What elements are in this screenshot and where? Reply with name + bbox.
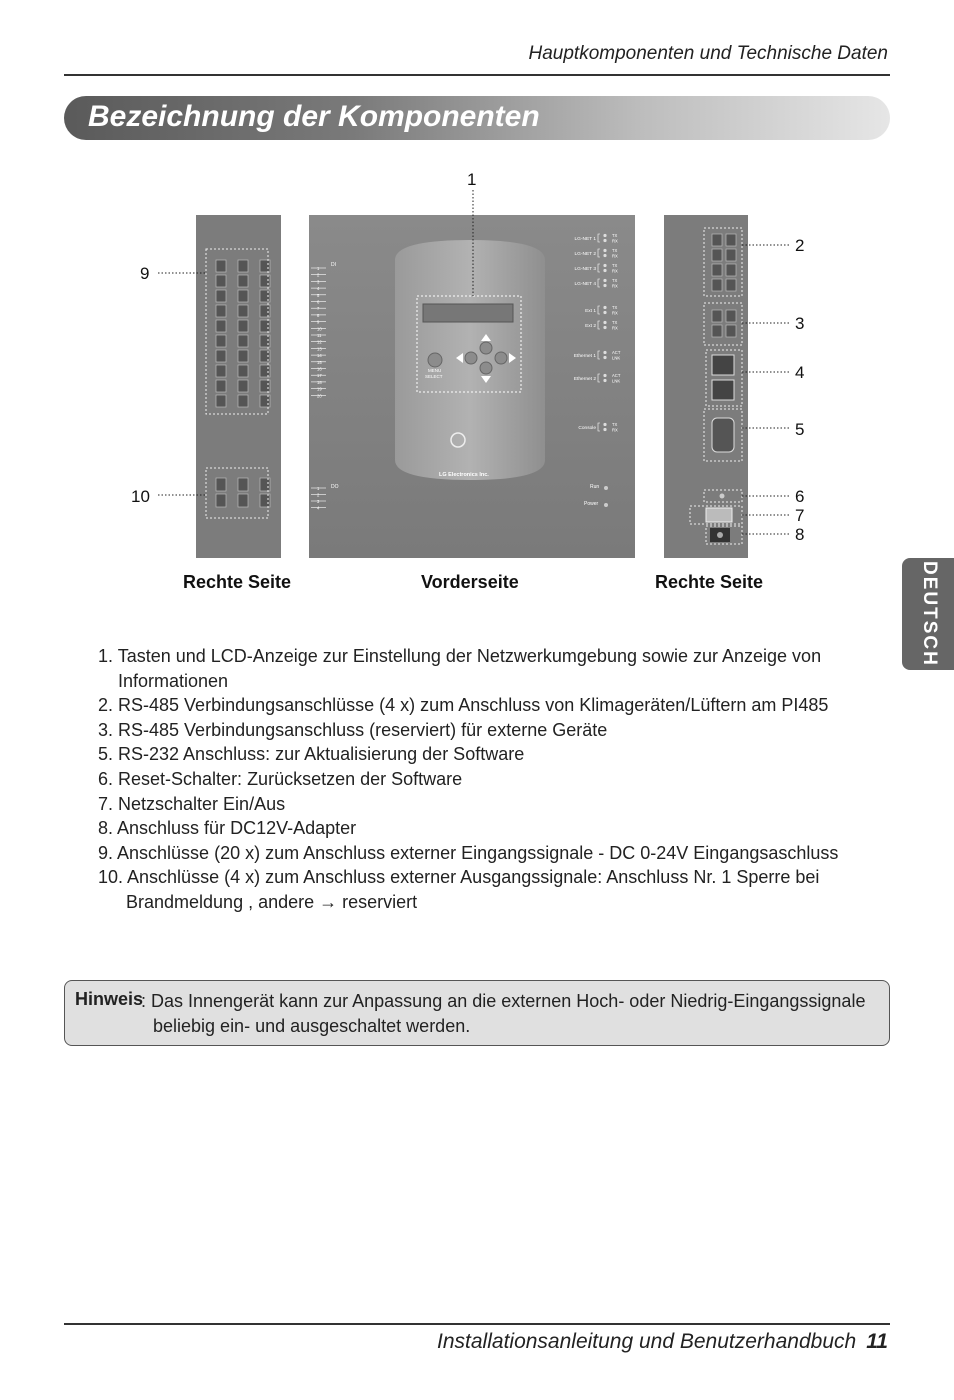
terminal-pin bbox=[712, 310, 722, 322]
di-number: 2 bbox=[317, 272, 320, 278]
di-number: 17 bbox=[317, 373, 322, 379]
led-dot bbox=[603, 379, 606, 382]
terminal-pin bbox=[712, 325, 722, 337]
rs232-port bbox=[712, 418, 734, 452]
caption-left: Rechte Seite bbox=[183, 572, 292, 592]
page-number: 11 bbox=[866, 1330, 888, 1353]
led-sublabel: TX bbox=[612, 248, 618, 253]
led-sublabel: RX bbox=[612, 283, 618, 289]
terminal-pin bbox=[216, 494, 226, 507]
terminal-pin bbox=[238, 305, 248, 317]
reset-switch[interactable] bbox=[720, 494, 725, 499]
list-item: 8. Anschluss für DC12V-Adapter bbox=[98, 818, 357, 839]
led-dot bbox=[603, 279, 606, 282]
dc-jack-pin bbox=[717, 532, 723, 538]
terminal-pin bbox=[712, 264, 722, 276]
led-sublabel: TX bbox=[612, 422, 618, 427]
terminal-pin bbox=[216, 365, 226, 377]
led-sublabel: TX bbox=[612, 233, 618, 238]
led-dot bbox=[603, 311, 606, 314]
list-item: 5. RS-232 Anschluss: zur Aktualisierung der Software bbox=[98, 744, 525, 765]
right-side-panel bbox=[664, 215, 748, 558]
do-number: 1 bbox=[317, 486, 320, 491]
led-sublabel: TX bbox=[612, 305, 618, 310]
terminal-pin bbox=[712, 234, 722, 246]
note-box bbox=[64, 980, 890, 1046]
led-label: Ext 2 bbox=[585, 324, 596, 329]
terminal-pin bbox=[216, 290, 226, 302]
led-label: LG-NET 2 bbox=[574, 252, 596, 257]
header-rule bbox=[64, 74, 890, 76]
terminal-pin bbox=[726, 234, 736, 246]
note-label: Hinweis bbox=[75, 989, 144, 1009]
terminal-pin bbox=[726, 310, 736, 322]
terminal-pin bbox=[216, 320, 226, 332]
callout-8: 8 bbox=[795, 525, 805, 544]
caption-center: Vorderseite bbox=[421, 572, 519, 592]
terminal-pin bbox=[238, 275, 248, 287]
callout-5: 5 bbox=[795, 420, 805, 439]
led-dot bbox=[603, 249, 606, 252]
led-sublabel: RX bbox=[612, 238, 618, 244]
led-dot bbox=[603, 423, 606, 426]
led-dot bbox=[603, 374, 606, 377]
led-sublabel: TX bbox=[612, 278, 618, 283]
do-label: DO bbox=[331, 484, 339, 490]
nav-button-up[interactable] bbox=[480, 342, 492, 354]
ethernet-port-2 bbox=[712, 380, 734, 400]
di-number: 12 bbox=[317, 339, 322, 345]
terminal-pin bbox=[726, 249, 736, 261]
running-header: Hauptkomponenten und Technische Daten bbox=[528, 43, 888, 64]
terminal-pin bbox=[726, 325, 736, 337]
di-number: 1 bbox=[317, 266, 320, 271]
terminal-pin bbox=[216, 395, 226, 407]
callout-10: 10 bbox=[131, 487, 150, 506]
do-number: 3 bbox=[317, 499, 320, 504]
callout-2: 2 bbox=[795, 236, 805, 255]
list-item: 3. RS-485 Verbindungsanschluss (reserviert) für externe Geräte bbox=[98, 719, 608, 740]
ethernet-port-1 bbox=[712, 355, 734, 375]
terminal-pin bbox=[238, 290, 248, 302]
led-dot bbox=[603, 254, 606, 257]
terminal-pin bbox=[260, 260, 270, 272]
left-side-panel bbox=[196, 215, 281, 558]
brand-label: LG Electronics Inc. bbox=[439, 472, 489, 478]
terminal-pin bbox=[216, 380, 226, 392]
list-item: 10. Anschlüsse (4 x) zum Anschluss externer Ausgangssignale: Anschluss Nr. 1 Sperre bei Brandmeldung , andere → reserviert bbox=[98, 867, 820, 912]
led-label: Ext 1 bbox=[585, 309, 596, 314]
select-label: SELECT bbox=[425, 374, 443, 379]
terminal-pin bbox=[216, 478, 226, 491]
di-number: 15 bbox=[317, 359, 322, 365]
di-number: 5 bbox=[317, 292, 320, 298]
led-label: LG-NET 3 bbox=[574, 267, 596, 272]
led-sublabel: LNK bbox=[612, 378, 621, 384]
terminal-pin bbox=[238, 335, 248, 347]
di-number: 14 bbox=[317, 353, 322, 359]
led-sublabel: TX bbox=[612, 320, 618, 325]
led-dot bbox=[603, 326, 606, 329]
callout-7: 7 bbox=[795, 506, 805, 525]
list-item: 9. Anschlüsse (20 x) zum Anschluss externer Eingangssignale - DC 0-24V Eingangsaschluss bbox=[98, 842, 839, 863]
led-dot bbox=[603, 269, 606, 272]
callout-4: 4 bbox=[795, 363, 805, 382]
di-number: 9 bbox=[317, 319, 320, 325]
led-label: Ethernet 1 bbox=[573, 354, 596, 359]
di-number: 8 bbox=[317, 312, 320, 318]
terminal-pin bbox=[726, 279, 736, 291]
led-sublabel: ACT bbox=[612, 350, 621, 355]
callout-1: 1 bbox=[467, 170, 477, 189]
led-sublabel: TX bbox=[612, 263, 618, 268]
callout-3: 3 bbox=[795, 314, 805, 333]
led-dot bbox=[603, 306, 606, 309]
footer bbox=[437, 1330, 888, 1354]
terminal-pin bbox=[712, 249, 722, 261]
terminal-pin bbox=[238, 320, 248, 332]
nav-button-left[interactable] bbox=[465, 352, 477, 364]
note-line-2: beliebig ein- und ausgeschaltet werden. bbox=[153, 1016, 471, 1036]
terminal-pin bbox=[238, 380, 248, 392]
section-title: Bezeichnung der Komponenten bbox=[88, 100, 540, 133]
led-dot bbox=[603, 356, 606, 359]
led-sublabel: ACT bbox=[612, 373, 621, 378]
list-item: 7. Netzschalter Ein/Aus bbox=[98, 793, 286, 814]
di-number: 3 bbox=[317, 279, 320, 285]
di-number: 16 bbox=[317, 366, 322, 372]
di-number: 10 bbox=[317, 326, 322, 332]
callout-9: 9 bbox=[140, 264, 150, 283]
list-item: 1. Tasten und LCD-Anzeige zur Einstellung der Netzwerkumgebung sowie zur Anzeige von Informationen bbox=[98, 646, 822, 691]
terminal-pin bbox=[238, 260, 248, 272]
led-dot bbox=[603, 234, 606, 237]
di-number: 6 bbox=[317, 299, 320, 305]
di-number: 13 bbox=[317, 346, 322, 352]
di-number: 4 bbox=[317, 286, 320, 292]
di-number: 11 bbox=[317, 333, 322, 338]
note-line-1: : Das Innengerät kann zur Anpassung an die externen Hoch- oder Niedrig-Eingangssignale bbox=[141, 991, 866, 1011]
do-number: 4 bbox=[317, 505, 320, 511]
terminal-pin bbox=[216, 305, 226, 317]
terminal-pin bbox=[216, 335, 226, 347]
run-label: Run bbox=[590, 484, 600, 490]
nav-button-right[interactable] bbox=[495, 352, 507, 364]
terminal-pin bbox=[216, 260, 226, 272]
led-dot bbox=[603, 284, 606, 287]
di-number: 18 bbox=[317, 379, 322, 385]
led-dot bbox=[603, 321, 606, 324]
section-banner bbox=[64, 96, 890, 140]
do-number: 2 bbox=[317, 492, 320, 498]
power-switch[interactable] bbox=[706, 508, 732, 522]
led-label: Ethernet 2 bbox=[573, 377, 596, 382]
led-sublabel: RX bbox=[612, 268, 618, 274]
led-label: LG-NET 1 bbox=[574, 237, 596, 242]
di-number: 7 bbox=[317, 306, 320, 312]
led-dot bbox=[603, 351, 606, 354]
components-diagram bbox=[0, 160, 954, 600]
terminal-pin bbox=[238, 350, 248, 362]
language-tab-label: DEUTSCH bbox=[919, 561, 940, 667]
nav-button-down[interactable] bbox=[480, 362, 492, 374]
di-label: DI bbox=[331, 262, 336, 268]
terminal-pin bbox=[238, 365, 248, 377]
menu-label: MENU bbox=[428, 368, 442, 373]
terminal-pin bbox=[712, 279, 722, 291]
led-dot bbox=[603, 264, 606, 267]
list-item: 2. RS-485 Verbindungsanschlüsse (4 x) zum Anschluss von Klimageräten/Lüftern am PI485 bbox=[98, 695, 829, 716]
led-sublabel: RX bbox=[612, 427, 618, 433]
menu-select-button[interactable] bbox=[428, 353, 442, 367]
di-number: 20 bbox=[317, 393, 322, 399]
list-item: 6. Reset-Schalter: Zurücksetzen der Software bbox=[98, 768, 463, 789]
led-sublabel: RX bbox=[612, 253, 618, 259]
lcd-display bbox=[423, 304, 513, 322]
terminal-pin bbox=[238, 494, 248, 507]
callout-6: 6 bbox=[795, 487, 805, 506]
footer-rule bbox=[64, 1323, 890, 1325]
terminal-pin bbox=[260, 380, 270, 392]
led-sublabel: RX bbox=[612, 310, 618, 316]
power-label: Power bbox=[584, 501, 599, 507]
terminal-pin bbox=[726, 264, 736, 276]
caption-right: Rechte Seite bbox=[655, 572, 764, 592]
terminal-pin bbox=[238, 478, 248, 491]
terminal-pin bbox=[260, 320, 270, 332]
led-label: LG-NET 4 bbox=[574, 282, 596, 287]
led-dot bbox=[603, 239, 606, 242]
terminal-pin bbox=[216, 275, 226, 287]
terminal-pin bbox=[216, 350, 226, 362]
footer-title: Installationsanleitung und Benutzerhandbuch bbox=[437, 1330, 857, 1353]
terminal-pin bbox=[238, 395, 248, 407]
di-number: 19 bbox=[317, 386, 322, 392]
front-panel bbox=[309, 215, 635, 558]
led-sublabel: LNK bbox=[612, 355, 621, 361]
led-label: Console bbox=[578, 426, 596, 431]
components-list bbox=[98, 644, 878, 915]
led-sublabel: RX bbox=[612, 325, 618, 331]
led-dot bbox=[603, 428, 606, 431]
